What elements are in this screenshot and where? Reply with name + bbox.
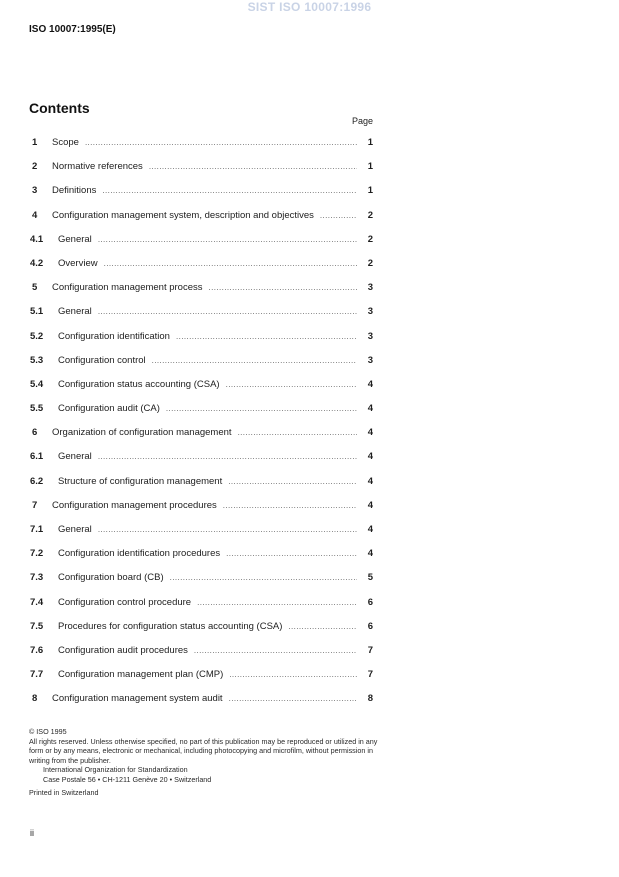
toc-dot-leader <box>197 598 357 607</box>
rights-statement: All rights reserved. Unless otherwise specified, no part of this publication may be reproduced or utilized in any form or by any means, electronic or mechanical, including photocopying and microfilm, without permission in writing from the publisher. <box>29 736 378 765</box>
toc-entry-number: 7.6 <box>30 644 44 656</box>
toc-entry-page: 3 <box>367 282 373 294</box>
toc-entry-number: 7.1 <box>30 524 44 535</box>
toc-entry <box>30 524 373 548</box>
toc-entry-page: 8 <box>367 693 373 705</box>
toc-entry-page: 2 <box>367 257 373 269</box>
toc-entry-number: 7.2 <box>30 548 44 560</box>
toc-entry <box>30 693 373 717</box>
toc-entry-number: 5.2 <box>30 330 44 342</box>
organization-name: International Organization for Standardization <box>43 765 188 775</box>
toc-entry-number: 4.2 <box>30 257 44 269</box>
toc-entry-title: Structure of configuration management <box>58 475 223 487</box>
toc-entry-number: 7.7 <box>30 669 44 681</box>
toc-dot-leader <box>228 477 357 486</box>
toc-entry-title: Configuration management system, description and objectives <box>52 209 314 221</box>
toc-entry-page: 7 <box>367 669 373 681</box>
toc-entry-title: Configuration audit (CA) <box>58 403 160 415</box>
page-number: ii <box>30 828 34 838</box>
toc-entry-number: 2 <box>32 161 38 173</box>
toc-dot-leader <box>288 622 357 631</box>
printed-note: Printed in Switzerland <box>29 787 99 797</box>
toc-entry <box>30 500 373 524</box>
toc-entry-title: Configuration control <box>58 354 146 366</box>
toc-entry <box>30 548 373 572</box>
toc-entry-number: 6 <box>32 427 38 439</box>
toc-entry-page: 1 <box>367 137 373 148</box>
toc-entry-number: 5.4 <box>30 378 44 390</box>
toc-dot-leader <box>226 549 357 558</box>
toc-entry <box>30 476 373 500</box>
toc-entry <box>30 306 373 330</box>
toc-entry-page: 2 <box>367 233 373 245</box>
contents-title: Contents <box>29 100 90 116</box>
toc-entry-number: 7.4 <box>30 596 44 608</box>
toc-entry-title: Configuration identification <box>58 330 170 342</box>
toc-entry-number: 5 <box>32 282 38 294</box>
toc-entry-number: 5.1 <box>30 306 44 318</box>
toc-entry-page: 7 <box>367 644 373 656</box>
toc-entry <box>30 210 373 234</box>
table-of-contents <box>30 137 373 718</box>
toc-entry <box>30 185 373 209</box>
toc-dot-leader <box>229 670 357 679</box>
toc-entry <box>30 161 373 185</box>
toc-entry-page: 1 <box>367 185 373 197</box>
toc-entry <box>30 597 373 621</box>
watermark: SIST ISO 10007:1996 <box>247 0 372 14</box>
toc-entry-title: Overview <box>58 257 98 269</box>
toc-entry <box>30 331 373 355</box>
toc-entry-page: 6 <box>367 620 373 632</box>
toc-entry <box>30 234 373 258</box>
toc-dot-leader <box>238 428 357 437</box>
toc-dot-leader <box>229 694 357 703</box>
toc-entry-number: 7.5 <box>30 620 44 632</box>
copyright-notice: © ISO 1995 <box>29 727 67 736</box>
toc-entry-title: Organization of configuration management <box>52 427 232 439</box>
toc-entry <box>30 258 373 282</box>
toc-entry-title: Configuration management plan (CMP) <box>58 669 224 681</box>
toc-entry-title: General <box>58 451 92 463</box>
toc-dot-leader <box>223 501 357 510</box>
toc-dot-leader <box>98 525 357 534</box>
toc-entry <box>30 137 373 161</box>
toc-entry-number: 5.5 <box>30 403 44 415</box>
toc-entry-number: 1 <box>32 137 38 148</box>
toc-entry <box>30 669 373 693</box>
toc-entry-title: Configuration status accounting (CSA) <box>58 378 220 390</box>
toc-entry-page: 4 <box>367 548 373 560</box>
toc-entry <box>30 427 373 451</box>
toc-entry-page: 4 <box>367 475 373 487</box>
toc-entry <box>30 403 373 427</box>
toc-entry-number: 6.1 <box>30 451 44 463</box>
toc-dot-leader <box>98 307 357 316</box>
toc-entry-number: 5.3 <box>30 354 44 366</box>
toc-dot-leader <box>166 404 357 413</box>
toc-dot-leader <box>152 356 357 365</box>
toc-dot-leader <box>85 138 357 147</box>
toc-entry-title: Configuration audit procedures <box>58 644 188 656</box>
toc-entry-page: 4 <box>367 524 373 535</box>
toc-entry-page: 4 <box>367 378 373 390</box>
toc-entry-title: General <box>58 233 92 245</box>
toc-entry-number: 4.1 <box>30 233 44 245</box>
toc-entry-number: 6.2 <box>30 475 44 487</box>
toc-entry-number: 7 <box>32 499 38 511</box>
organization-address: Case Postale 56 • CH-1211 Genève 20 • Switzerland <box>43 774 212 784</box>
toc-entry-title: Configuration board (CB) <box>58 572 164 584</box>
toc-entry <box>30 282 373 306</box>
toc-entry-page: 3 <box>367 306 373 318</box>
toc-entry <box>30 572 373 596</box>
toc-dot-leader <box>176 332 357 341</box>
toc-dot-leader <box>98 452 357 461</box>
toc-entry-number: 7.3 <box>30 572 44 584</box>
toc-entry-title: Configuration management process <box>52 282 203 294</box>
toc-dot-leader <box>104 259 357 268</box>
copyright-block <box>29 727 379 797</box>
toc-entry-title: Procedures for configuration status accounting (CSA) <box>58 620 283 632</box>
toc-entry-page: 4 <box>367 427 373 439</box>
page-column-heading: Page <box>352 116 374 126</box>
toc-entry-title: Configuration management system audit <box>52 693 223 705</box>
toc-entry-page: 4 <box>367 499 373 511</box>
toc-dot-leader <box>170 573 357 582</box>
toc-entry-page: 1 <box>367 161 373 173</box>
toc-entry-title: Normative references <box>52 161 143 173</box>
toc-entry-title: General <box>58 306 92 318</box>
toc-entry-page: 3 <box>367 354 373 366</box>
standard-id: ISO 10007:1995(E) <box>29 24 116 35</box>
toc-entry <box>30 379 373 403</box>
toc-dot-leader <box>194 646 357 655</box>
toc-entry-page: 5 <box>367 572 373 584</box>
toc-entry <box>30 451 373 475</box>
toc-entry-number: 3 <box>32 185 38 197</box>
toc-entry-page: 3 <box>367 330 373 342</box>
toc-dot-leader <box>102 186 357 195</box>
toc-dot-leader <box>209 283 357 292</box>
toc-entry-title: General <box>58 524 92 535</box>
toc-entry-page: 2 <box>367 209 373 221</box>
toc-entry <box>30 645 373 669</box>
toc-dot-leader <box>226 380 357 389</box>
toc-entry-title: Definitions <box>52 185 97 197</box>
toc-entry-page: 4 <box>367 451 373 463</box>
toc-entry-page: 4 <box>367 403 373 415</box>
toc-entry-title: Configuration control procedure <box>58 596 192 608</box>
toc-dot-leader <box>149 162 357 171</box>
toc-entry <box>30 355 373 379</box>
toc-dot-leader <box>320 211 357 220</box>
toc-dot-leader <box>98 235 357 244</box>
toc-entry <box>30 621 373 645</box>
toc-entry-title: Configuration management procedures <box>52 499 217 511</box>
toc-entry-number: 8 <box>32 693 38 705</box>
toc-entry-title: Configuration identification procedures <box>58 548 221 560</box>
toc-entry-page: 6 <box>367 596 373 608</box>
toc-entry-title: Scope <box>52 137 79 148</box>
toc-entry-number: 4 <box>32 209 38 221</box>
